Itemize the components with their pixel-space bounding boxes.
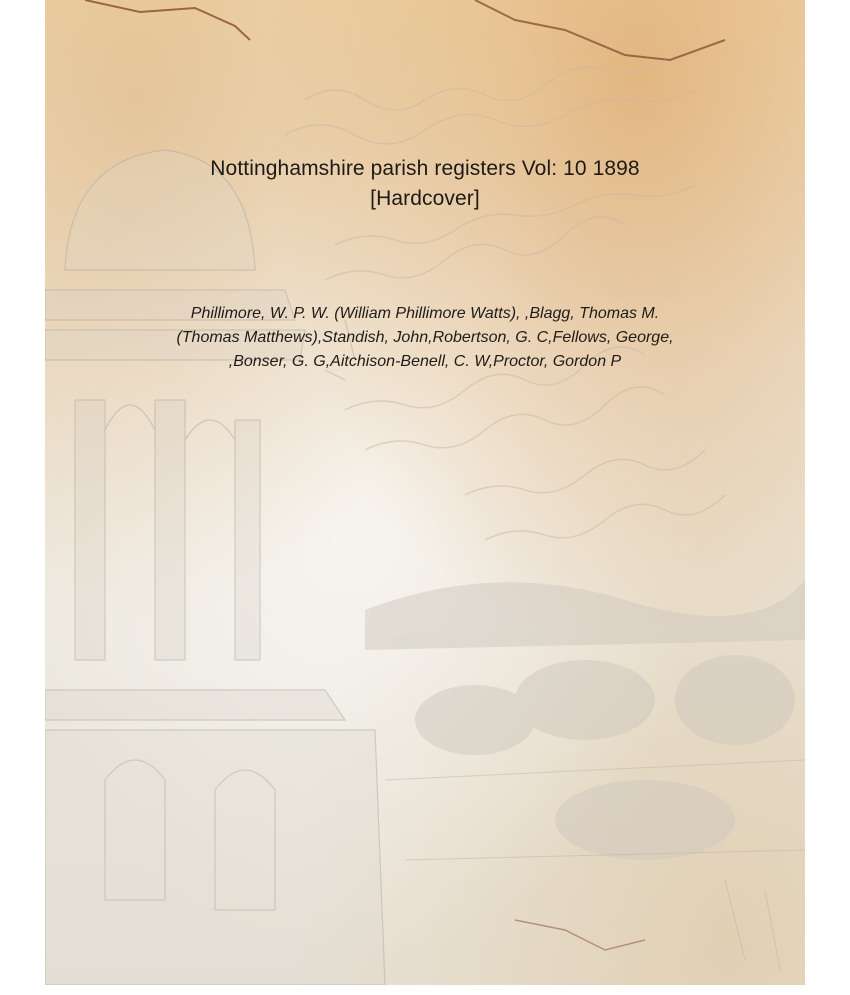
cover-illustration — [45, 0, 805, 985]
book-title: Nottinghamshire parish registers Vol: 10 1898 — [210, 157, 640, 180]
author-line-2: (Thomas Matthews),Standish, John,Robertson, G. C,Fellows, George, — [176, 329, 674, 346]
book-title-block — [165, 154, 685, 214]
author-list — [125, 302, 725, 374]
book-format: [Hardcover] — [370, 187, 480, 210]
author-line-1: Phillimore, W. P. W. (William Phillimore Watts), ,Blagg, Thomas M. — [190, 305, 660, 322]
author-line-3: ,Bonser, G. G,Aitchison-Benell, C. W,Proctor, Gordon P — [228, 353, 622, 370]
book-cover — [45, 0, 805, 985]
